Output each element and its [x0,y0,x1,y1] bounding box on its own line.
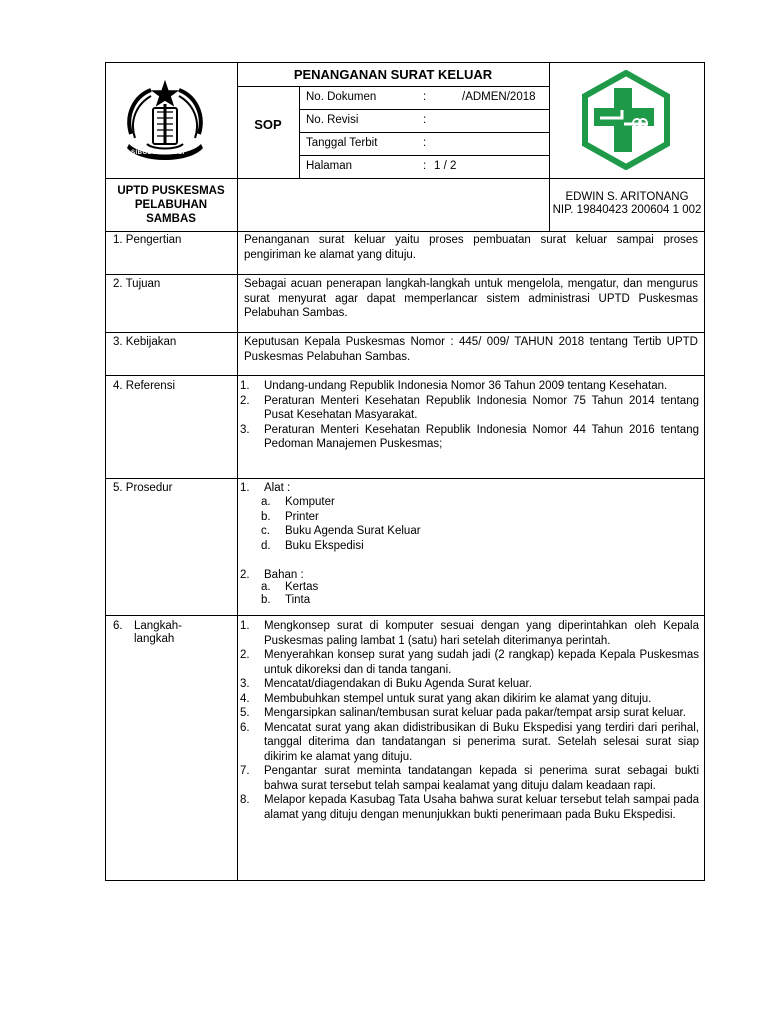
meta-value-dokumen: /ADMEN/2018 [462,91,536,103]
meta-colon-tanggal: : [423,137,427,149]
bahan-list [261,581,318,607]
divider-meta-1 [299,109,549,110]
meta-value-halaman: 1 / 2 [434,160,457,172]
divider-row-4 [105,478,705,479]
section-label-langkah-1: Langkah- [134,620,182,632]
list-item: 2. Peraturan Menteri Kesehatan Republik Indonesia Nomor 75 Tahun 2014 tentang Pusat Kesehatan Masyarakat. [240,394,699,421]
list-item: 8. Melapor kepada Kasubag Tata Usaha bahwa surat keluar tersebut telah sampai pada alamat yang dituju dengan menunjukkan bukti penerimaan pada Buku Ekspedisi. [240,794,699,821]
signer-name: EDWIN S. ARITONANG [565,191,689,203]
section-text-tujuan: Sebagai acuan penerapan langkah-langkah untuk mengelola, mengatur, dan mengurus surat menyurat agar dapat memperlancar sistem administrasi UPTD Puskesmas Pelabuhan Sambas. [244,278,698,319]
divider-org-bottom [105,231,705,232]
list-item: c. Buku Agenda Surat Keluar [261,525,421,537]
signer-nip: NIP. 19840423 200604 1 002 [552,204,702,216]
prosedur-bahan-num: 2. [240,569,250,581]
list-item: b. Printer [261,510,319,523]
alat-list [261,495,421,553]
section-label-referensi: 4. Referensi [113,380,176,392]
meta-label-dokumen: No. Dokumen [306,91,377,103]
org-name: UPTD PUSKESMAS PELABUHAN SAMBAS [117,185,225,225]
meta-label-halaman: Halaman [306,160,353,172]
list-item: 5. Mengarsipkan salinan/tembusan surat keluar pada pakar/tempat arsip surat keluar. [240,707,686,719]
section-label-prosedur: 5. Prosedur [113,482,173,494]
section-label-tujuan: 2. Tujuan [113,278,161,290]
puskesmas-logo [576,70,676,170]
list-item: b. Tinta [261,594,311,606]
prosedur-bahan-label: Bahan : [264,569,304,581]
section-text-pengertian: Penanganan surat keluar yaitu proses pembuatan surat keluar sampai proses pengiriman ke alamat yang dituju. [244,234,698,261]
meta-label-tanggal: Tanggal Terbit [306,137,378,149]
meta-label-revisi: No. Revisi [306,114,359,126]
meta-colon-halaman: : [423,160,427,172]
section-label-pengertian: 1. Pengertian [113,234,182,246]
list-item: 1. Mengkonsep surat di komputer sesuai dengan yang diperintahkan oleh Kepala Puskesmas paling lambat 1 (satu) hari setelah diterimanya perintah. [240,620,699,647]
emblem-ribbon-text: SIBOLGA NAULI [131,150,185,156]
divider-row-1 [105,274,705,275]
list-item: 3. Peraturan Menteri Kesehatan Republik Indonesia Nomor 44 Tahun 2016 tentang Pedoman Manajemen Puskesmas; [240,423,699,450]
divider-header-bottom [105,178,705,179]
divider-title-bottom [237,86,549,87]
list-item: 7. Pengantar surat meminta tandatangan kepada si penerima surat sebagai bukti bahwa surat tersebut telah sampai kealamat yang dituju dalam keadaan rapi. [240,765,699,792]
referensi-list [240,379,699,452]
list-item: a. Komputer [261,496,335,508]
list-item: 6. Mencatat surat yang akan didistribusikan di Buku Ekspedisi yang terdiri dari perihal, tanggal diterima dan tandatangan si penerima surat. Setelah selesai surat siap dikirim ke alamat yang dituju. [240,721,699,763]
meta-colon-revisi: : [423,114,427,126]
sop-label: SOP [254,117,282,132]
divider-header-right [549,62,550,231]
section-label-kebijakan: 3. Kebijakan [113,336,177,348]
divider-header-left [237,62,238,881]
section-label-langkah-2: langkah [134,633,175,645]
divider-row-2 [105,332,705,333]
divider-meta-2 [299,132,549,133]
list-item: 4. Membubuhkan stempel untuk surat yang akan dikirim ke alamat yang dituju. [240,692,652,705]
page-title: PENANGANAN SURAT KELUAR [293,67,493,82]
prosedur-alat-label: Alat : [264,482,291,494]
divider-row-5 [105,615,705,616]
langkah-list [240,619,699,822]
list-item: d. Buku Ekspedisi [261,539,364,552]
list-item: 2. Menyerahkan konsep surat yang sudah jadi (2 rangkap) kepada Kepala Puskesmas untuk dikoreksi dan di tanda tangani. [240,649,699,676]
list-item: a. Kertas [261,581,319,593]
divider-row-3 [105,375,705,376]
meta-colon-dokumen: : [423,91,427,103]
section-label-langkah-num: 6. [113,620,123,632]
divider-meta-3 [299,155,549,156]
section-text-kebijakan: Keputusan Kepala Puskesmas Nomor : 445/ 009/ TAHUN 2018 tentang Tertib UPTD Puskesmas Pelabuhan Sambas. [244,336,698,363]
list-item: 3. Mencatat/diagendakan di Buku Agenda Surat keluar. [240,678,532,690]
list-item: 1. Undang-undang Republik Indonesia Nomor 36 Tahun 2009 tentang Kesehatan. [240,380,668,392]
prosedur-alat-num: 1. [240,482,250,494]
